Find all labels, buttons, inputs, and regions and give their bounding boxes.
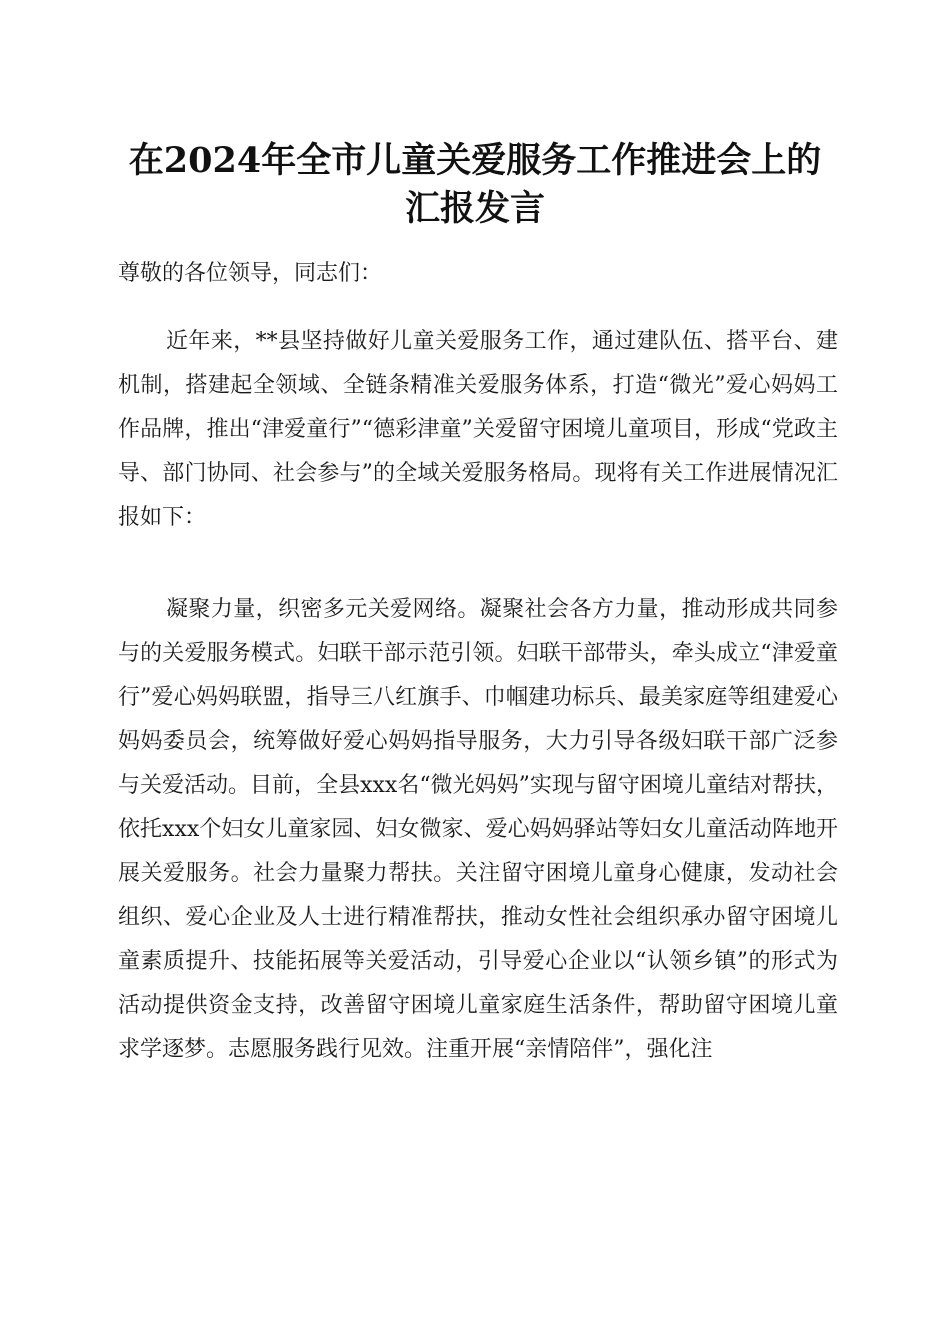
salutation: 尊敬的各位领导，同志们： [118, 261, 383, 286]
document-title-line-2: 汇报发言 [404, 188, 545, 229]
paragraph-gather-forces: 凝聚力量，织密多元关爱网络。凝聚社会各方力量，推动形成共同参与的关爱服务模式。妇联干部示范引领。妇联干部带头，牵头成立“津爱童行”爱心妈妈联盟，指导三八红旗手、巾帼建功标兵、最美家庭等组建爱心妈妈委员会，统筹做好爱心妈妈指导服务，大力引导各级妇联干部广泛参与关爱活动。目前，全县xxx名“微光妈妈”实现与留守困境儿童结对帮扶，依托xxx个妇女儿童家园、妇女微家、爱心妈妈驿站等妇女儿童活动阵地开展关爱服务。社会力量聚力帮扶。关注留守困境儿童身心健康，发动社会组织、爱心企业及人士进行精准帮扶，推动女性社会组织承办留守困境儿童素质提升、技能拓展等关爱活动，引导爱心企业以“认领乡镇”的形式为活动提供资金支持，改善留守困境儿童家庭生活条件，帮助留守困境儿童求学逐梦。志愿服务践行见效。注重开展“亲情陪伴”，强化注 [118, 597, 838, 1062]
paragraph-intro: 近年来，**县坚持做好儿童关爱服务工作，通过建队伍、搭平台、建机制，搭建起全领域、全链条精准关爱服务体系，打造“微光”爱心妈妈工作品牌，推出“津爱童行”“德彩津童”关爱留守困境儿童项目，形成“党政主导、部门协同、社会参与”的全域关爱服务格局。现将有关工作进展情况汇报如下： [118, 329, 838, 530]
document-title-line-1: 在2024年全市儿童关爱服务工作推进会上的 [128, 140, 822, 181]
